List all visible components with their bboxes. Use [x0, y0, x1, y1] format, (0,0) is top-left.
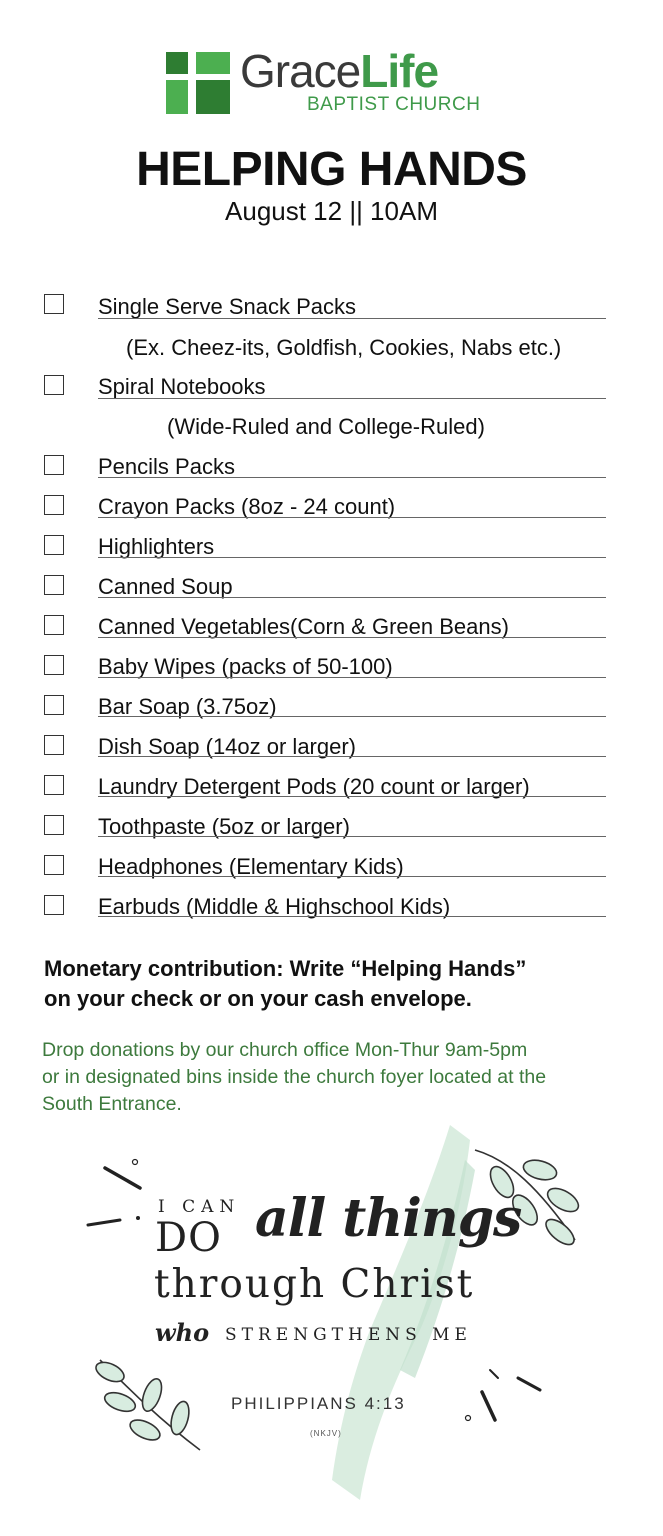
- item-label: Headphones (Elementary Kids): [98, 854, 404, 879]
- item-checkbox[interactable]: [44, 655, 64, 675]
- verse-reference: PHILIPPIANS 4:13: [231, 1394, 406, 1413]
- dropoff-line: Drop donations by our church office Mon-Thur 9am-5pm: [42, 1039, 528, 1061]
- item-label: Canned Vegetables(Corn & Green Beans): [98, 614, 509, 639]
- write-line: [98, 477, 606, 478]
- item-note: (Ex. Cheez-its, Goldfish, Cookies, Nabs etc.): [126, 335, 562, 360]
- item-label: Spiral Notebooks: [98, 374, 266, 399]
- item-label: Baby Wipes (packs of 50-100): [98, 654, 393, 679]
- monetary-line: on your check or on your cash envelope.: [44, 986, 472, 1011]
- verse-strengthens-me: STRENGTHENS ME: [225, 1325, 472, 1345]
- item-label: Toothpaste (5oz or larger): [98, 814, 350, 839]
- item-label: Canned Soup: [98, 574, 233, 599]
- item-label: Earbuds (Middle & Highschool Kids): [98, 894, 451, 919]
- monetary-contribution-note: [44, 954, 624, 1014]
- church-logo-cross-icon: [166, 52, 230, 114]
- item-label: Highlighters: [98, 534, 215, 559]
- item-checkbox[interactable]: [44, 294, 64, 314]
- write-line: [98, 597, 606, 598]
- write-line: [98, 557, 606, 558]
- item-label: Single Serve Snack Packs: [98, 294, 357, 319]
- item-checkbox[interactable]: [44, 775, 64, 795]
- dropoff-line: South Entrance.: [42, 1093, 182, 1115]
- item-checkbox[interactable]: [44, 895, 64, 915]
- item-checkbox[interactable]: [44, 495, 64, 515]
- church-logo-wordmark: [240, 45, 439, 97]
- watercolor-stroke-icon: [332, 1125, 470, 1500]
- item-note: (Wide-Ruled and College-Ruled): [167, 414, 485, 439]
- write-line: [98, 756, 606, 757]
- monetary-line: Monetary contribution: Write “Helping Hands”: [44, 956, 527, 981]
- write-line: [98, 796, 606, 797]
- item-label: Laundry Detergent Pods (20 count or larger): [98, 774, 530, 799]
- write-line: [98, 876, 606, 877]
- item-checkbox[interactable]: [44, 855, 64, 875]
- item-checkbox[interactable]: [44, 615, 64, 635]
- write-line: [98, 716, 606, 717]
- verse-version: (NKJV): [310, 1429, 342, 1438]
- verse-decoration: [70, 1120, 600, 1520]
- write-line: [98, 318, 606, 319]
- verse-through-christ: through Christ: [154, 1262, 475, 1307]
- item-checkbox[interactable]: [44, 575, 64, 595]
- item-label: Dish Soap (14oz or larger): [98, 734, 357, 759]
- item-label: Crayon Packs (8oz - 24 count): [98, 494, 396, 519]
- verse-all-things: all things: [255, 1188, 522, 1249]
- verse-i-can: I CAN: [158, 1197, 241, 1217]
- item-checkbox[interactable]: [44, 455, 64, 475]
- logo-subtitle: BAPTIST CHURCH: [307, 94, 481, 115]
- write-line: [98, 916, 606, 917]
- write-line: [98, 517, 606, 518]
- leaf-branch-icon: [93, 1358, 200, 1450]
- dropoff-line: or in designated bins inside the church foyer located at the: [42, 1066, 547, 1088]
- item-checkbox[interactable]: [44, 535, 64, 555]
- dropoff-instructions: [42, 1037, 642, 1118]
- item-label: Bar Soap (3.75oz): [98, 694, 277, 719]
- item-checkbox[interactable]: [44, 815, 64, 835]
- write-line: [98, 677, 606, 678]
- write-line: [98, 398, 606, 399]
- item-label: Pencils Packs: [98, 454, 235, 479]
- verse-do: DO: [155, 1215, 222, 1261]
- event-date-time: August 12 || 10AM: [225, 196, 438, 226]
- logo-life: Life: [360, 45, 439, 97]
- item-checkbox[interactable]: [44, 695, 64, 715]
- write-line: [98, 836, 606, 837]
- item-checkbox[interactable]: [44, 375, 64, 395]
- write-line: [98, 637, 606, 638]
- verse-who: who: [155, 1318, 210, 1347]
- item-checkbox[interactable]: [44, 735, 64, 755]
- page-title: HELPING HANDS: [136, 143, 527, 196]
- logo-grace: Grace: [240, 45, 361, 97]
